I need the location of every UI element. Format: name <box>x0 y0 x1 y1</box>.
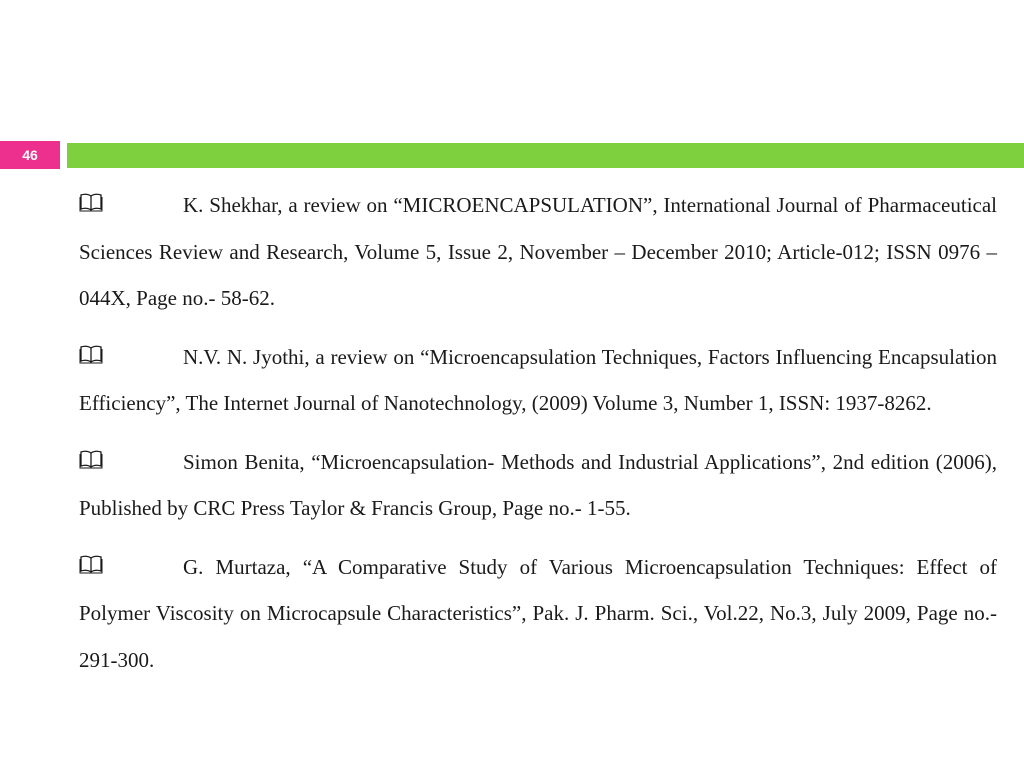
open-book-icon <box>79 344 103 364</box>
reference-text: Simon Benita, “Microencapsulation- Methods and Industrial Applications”, 2nd edition (2006), Published by CRC Press Taylor & Francis Group, Page no.- 1-55. <box>79 449 997 520</box>
reference-item <box>79 182 997 322</box>
reference-text: K. Shekhar, a review on “MICROENCAPSULATION”, International Journal of Pharmaceutical Sciences Review and Research, Volume 5, Issue 2, November – December 2010; Article-012; ISSN 0976 – 044X, Page no.- 58-62. <box>79 193 997 310</box>
reference-text: N.V. N. Jyothi, a review on “Microencapsulation Techniques, Factors Influencing Encapsulation Efficiency”, The Internet Journal of Nanotechnology, (2009) Volume 3, Number 1, ISSN: 1937-8262. <box>79 344 997 415</box>
open-book-icon <box>79 192 103 212</box>
reference-text: G. Murtaza, “A Comparative Study of Various Microencapsulation Techniques: Effect of Polymer Viscosity on Microcapsule Characteristics”, Pak. J. Pharm. Sci., Vol.22, No.3, July 2009, Page no.- 291-300. <box>79 554 997 672</box>
reference-item <box>79 544 997 684</box>
open-book-icon <box>79 449 103 469</box>
reference-list <box>79 182 997 695</box>
reference-item <box>79 334 997 427</box>
slide-number: 46 <box>0 141 60 169</box>
reference-item <box>79 439 997 532</box>
open-book-icon <box>79 554 103 574</box>
header-accent-bar <box>67 143 1024 168</box>
